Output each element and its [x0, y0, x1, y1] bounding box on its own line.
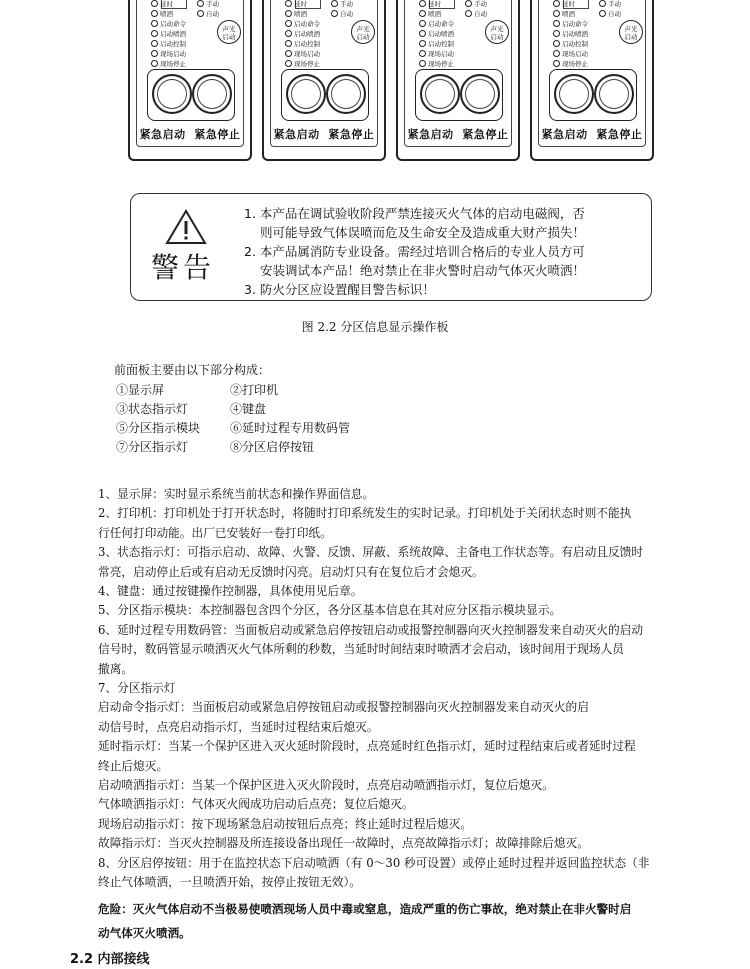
emergency-start-button[interactable]: [554, 74, 594, 114]
button-labels: 紧急启动 紧急停止: [407, 128, 509, 141]
part-item: ④键盘: [230, 402, 267, 416]
warning-triangle-icon: [165, 208, 207, 246]
paragraph-line: 故障指示灯：当灭火控制器及所连接设备出现任一故障时，点亮故障指示灯；故障排除后熄灭。: [98, 836, 589, 851]
indicator-light: 启动喷洒: [285, 30, 320, 38]
zone-panel: [128, 0, 252, 161]
zone-panel: [262, 0, 386, 161]
indicator-light: 延时: [285, 0, 307, 8]
indicator-light: 启动命令: [285, 20, 320, 28]
paragraph-line: 常亮，启动停止后或有启动无反馈时闪亮。启动灯只有在复位后才会熄灭。: [98, 564, 484, 579]
part-item: ③状态指示灯: [116, 402, 189, 416]
indicator-light: 启动命令: [419, 20, 454, 28]
paragraph-line: 现场启动指示灯：按下现场紧急启动按钮后点亮；终止延时过程后熄灭。: [98, 816, 473, 831]
indicator-light: 延时: [553, 0, 575, 8]
mode-indicator: 手动: [197, 0, 219, 8]
emergency-start-button[interactable]: [152, 74, 192, 114]
indicator-light: 喷洒: [553, 10, 575, 18]
indicator-light: 现场停止: [419, 60, 454, 68]
paragraph-line: 终止气体喷洒，一旦喷洒开始，按停止按钮无效）。: [98, 875, 361, 889]
indicator-light: 现场启动: [553, 50, 588, 58]
indicator-light: 启动控制: [285, 40, 320, 48]
emergency-start-button[interactable]: [286, 74, 326, 114]
mode-indicator: 手动: [331, 0, 353, 8]
indicator-light: 喷洒: [419, 10, 441, 18]
button-labels: 紧急启动 紧急停止: [541, 128, 643, 141]
part-item: ⑧分区启停按钮: [230, 440, 315, 454]
indicator-light: 启动喷洒: [553, 30, 588, 38]
indicator-light: 延时: [151, 0, 173, 8]
indicator-light: 启动命令: [553, 20, 588, 28]
sound-light-start-button[interactable]: 声光 启动: [619, 20, 643, 44]
paragraph-line: 启动命令指示灯：当面板启动或紧急启停按钮启动或报警控制器向灭火控制器发来自动灭火的启: [98, 700, 589, 715]
mode-indicator: 手动: [599, 0, 621, 8]
paragraph-line: 启动喷洒指示灯：当某一个保护区进入灭火阶段时，点亮启动喷洒指示灯，复位后熄灭。: [98, 778, 554, 792]
indicator-light: 现场启动: [151, 50, 186, 58]
sound-light-start-button[interactable]: 声光 启动: [351, 20, 375, 44]
sound-light-start-button[interactable]: 声光 启动: [485, 20, 509, 44]
danger-line-2: 动气体灭火喷洒。: [98, 926, 191, 940]
part-item: ⑥延时过程专用数码管: [230, 421, 351, 435]
paragraph-line: 8、分区启停按钮：用于在监控状态下启动喷洒（有 0～30 秒可设置）或停止延时过程并返回监控状态（非: [98, 855, 650, 870]
button-labels: 紧急启动 紧急停止: [139, 128, 241, 141]
indicator-light: 喷洒: [285, 10, 307, 18]
indicator-light: 喷洒: [151, 10, 173, 18]
indicator-light: 启动控制: [151, 40, 186, 48]
paragraph-line: 撤离。: [98, 661, 134, 676]
button-labels: 紧急启动 紧急停止: [273, 128, 375, 141]
mode-indicator: 自动: [599, 10, 621, 18]
part-item: ⑤分区指示模块: [116, 421, 201, 435]
mode-indicator: 自动: [197, 10, 219, 18]
paragraph-line: 7、分区指示灯: [98, 681, 176, 695]
indicator-light: 延时: [419, 0, 441, 8]
indicator-light: 现场停止: [151, 60, 186, 68]
emergency-stop-button[interactable]: [594, 74, 634, 114]
paragraph-line: 气体喷洒指示灯：气体灭火阀成功启动后点亮；复位后熄灭。: [98, 797, 414, 812]
indicator-light: 现场停止: [553, 60, 588, 68]
warning-text: 1. 本产品在调试验收阶段严禁连接灭火气体的启动电磁阀，否 则可能导致气体误喷而危及生命安全及造成重大财产损失！ 2. 本产品属消防专业设备。需经过培训合格后的专业人员方可 安装调试本产品！绝对禁止在非火警时启动气体灭火喷洒！ 3. 防火分区应设置醒目警告标识！: [244, 206, 586, 297]
mode-indicator: 自动: [465, 10, 487, 18]
danger-line-1: 危险：灭火气体启动不当极易使喷洒现场人员中毒或窒息，造成严重的伤亡事故，绝对禁止在非火警时启: [98, 902, 632, 916]
emergency-stop-button[interactable]: [192, 74, 232, 114]
section-heading: 2.2 内部接线: [70, 952, 150, 967]
emergency-stop-button[interactable]: [326, 74, 366, 114]
emergency-stop-button[interactable]: [460, 74, 500, 114]
paragraph-line: 信号时，数码管显示喷洒灭火气体所剩的秒数，当延时时间结束时喷洒才会启动，该时间用于现场人员: [98, 642, 624, 657]
paragraph-line: 行任何打印动能。出厂已安装好一卷打印纸。: [98, 525, 332, 540]
indicator-light: 现场停止: [285, 60, 320, 68]
paragraph-line: 动信号时，点亮启动指示灯，当延时过程结束后熄灭。: [98, 719, 379, 734]
warning-label: [130, 193, 652, 301]
mode-indicator: 手动: [465, 0, 487, 8]
paragraph-line: 5、分区指示模块：本控制器包含四个分区，各分区基本信息在其对应分区指示模块显示。: [98, 603, 562, 618]
indicator-light: 现场启动: [419, 50, 454, 58]
warning-word: 警告: [151, 251, 216, 284]
paragraph-line: 2、打印机：打印机处于打开状态时，将随时打印系统发生的实时记录。打印机处于关闭状态时则不能执: [98, 506, 632, 521]
paragraph-line: 终止后熄灭。: [98, 758, 169, 773]
indicator-light: 现场启动: [285, 50, 320, 58]
indicator-light: 启动喷洒: [151, 30, 186, 38]
indicator-light: 启动控制: [419, 40, 454, 48]
mode-indicator: 自动: [331, 10, 353, 18]
emergency-start-button[interactable]: [420, 74, 460, 114]
paragraph-line: 3、状态指示灯：可指示启动、故障、火警、反馈、屏蔽、系统故障、主备电工作状态等。有启动且反馈时: [98, 545, 644, 560]
indicator-light: 启动控制: [553, 40, 588, 48]
paragraph-line: 1、显示屏：实时显示系统当前状态和操作界面信息。: [98, 487, 375, 501]
part-item: ②打印机: [230, 383, 279, 397]
paragraph-line: 延时指示灯：当某一个保护区进入灭火延时阶段时，点亮延时红色指示灯，延时过程结束后或者延时过程: [98, 739, 636, 754]
intro-text: 前面板主要由以下部分构成：: [114, 363, 271, 377]
figure-caption: 图 2.2 分区信息显示操作板: [301, 320, 449, 334]
zone-panel: [396, 0, 520, 161]
part-item: ①显示屏: [116, 383, 165, 397]
indicator-light: 启动命令: [151, 20, 186, 28]
paragraph-line: 4、键盘：通过按键操作控制器，具体使用见后章。: [98, 584, 363, 598]
sound-light-start-button[interactable]: 声光 启动: [217, 20, 241, 44]
paragraph-line: 6、延时过程专用数码管：当面板启动或紧急启停按钮启动或报警控制器向灭火控制器发来自动灭火的启动: [98, 622, 644, 637]
part-item: ⑦分区指示灯: [116, 440, 189, 454]
indicator-light: 启动喷洒: [419, 30, 454, 38]
zone-panel: [530, 0, 654, 161]
